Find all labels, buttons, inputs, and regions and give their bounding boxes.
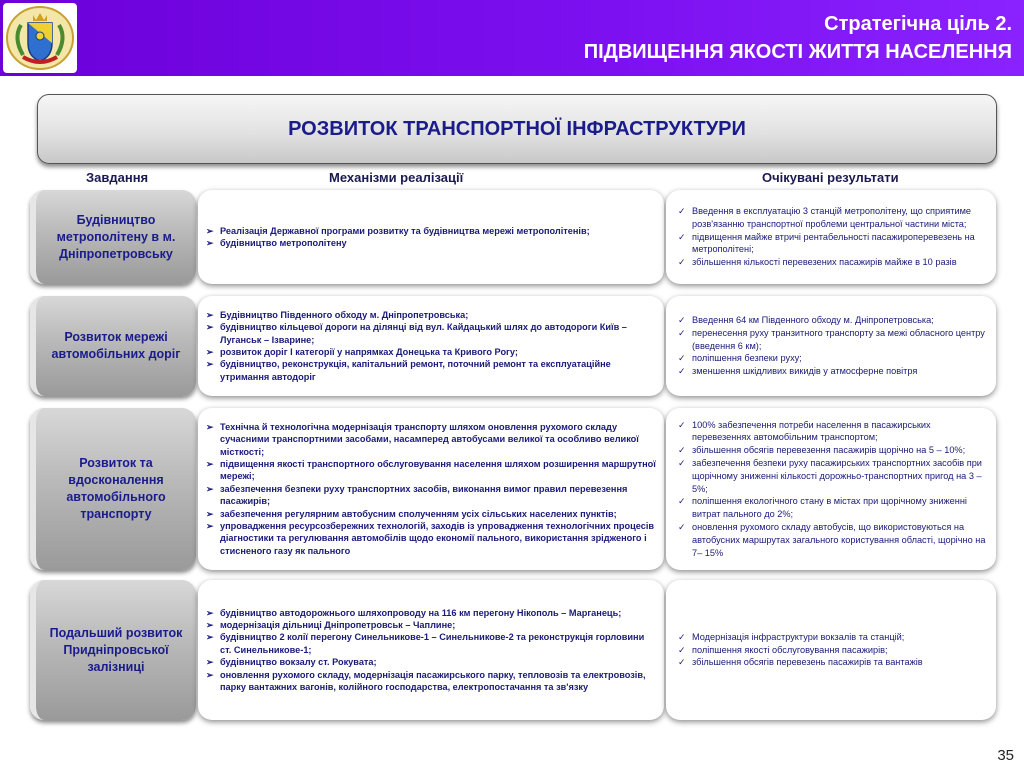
task-card-metro bbox=[30, 190, 196, 284]
results-panel-roads bbox=[666, 296, 996, 396]
task-label: Будівництво метрополітену в м. Дніпропетровську bbox=[56, 212, 176, 261]
results-list bbox=[666, 631, 931, 669]
list-item: ➢ розвиток доріг І категорії у напрямках Донецька та Кривого Рогу; bbox=[198, 346, 656, 358]
results-panel-auto-transport bbox=[666, 408, 996, 570]
list-item: ➢ модернізація дільниці Дніпропетровськ – Чаплине; bbox=[198, 619, 656, 631]
task-label: Розвиток та вдосконалення автомобільного транспорту bbox=[66, 456, 166, 521]
mechanisms-panel-auto-transport bbox=[198, 408, 664, 570]
list-item: ➢ підвищення якості транспортного обслуговування населення шляхом розширення маршрутної мережі; bbox=[198, 458, 656, 483]
list-item: ✓ Введення 64 км Південного обходу м. Дніпропетровська; bbox=[666, 314, 988, 327]
results-list bbox=[666, 419, 996, 560]
mechanisms-panel-roads bbox=[198, 296, 664, 396]
section-banner bbox=[37, 94, 997, 164]
list-item: ➢ будівництво метрополітену bbox=[198, 237, 590, 249]
list-item: ✓ поліпшення безпеки руху; bbox=[666, 352, 988, 365]
list-item: ➢ Будівництво Південного обходу м. Дніпропетровська; bbox=[198, 309, 656, 321]
header-title bbox=[584, 10, 1012, 66]
list-item: ➢ Реалізація Державної програми розвитку та будівництва мережі метрополітенів; bbox=[198, 225, 590, 237]
list-item: ✓ забезпечення безпеки руху пасажирських транспортних засобів при щорічному зниженні кількості дорожньо-транспортних пригод на 3 – 5%; bbox=[666, 457, 988, 495]
task-label: Розвиток мережі автомобільних доріг bbox=[51, 330, 181, 361]
column-header-results: Очікувані результати bbox=[762, 170, 899, 185]
list-item: ➢ Технічна й технологічна модернізація транспорту шляхом оновлення рухомого складу сучасними транспортними засобами, насамперед автобусами великої та особливо великої місткості; bbox=[198, 421, 656, 458]
list-item: ➢ забезпечення регулярним автобусним сполученням усіх сільських населених пунктів; bbox=[198, 508, 656, 520]
list-item: ➢ оновлення рухомого складу, модернізація пасажирського парку, тепловозів та електровозів, парку вантажних вагонів, колійного господарства, електропостачання та зв'язку bbox=[198, 669, 656, 694]
list-item: ✓ оновлення рухомого складу автобусів, що використовуються на автобусних маршрутах загального користування області, щорічно на 7– 15% bbox=[666, 521, 988, 559]
list-item: ✓ збільшення обсягів перевезення пасажирів щорічно на 5 – 10%; bbox=[666, 444, 988, 457]
task-card-roads bbox=[30, 296, 196, 396]
list-item: ✓ перенесення руху транзитного транспорту за межі обласного центру (введення 6 км); bbox=[666, 327, 988, 353]
column-header-tasks: Завдання bbox=[86, 170, 149, 185]
mechanisms-panel-railway bbox=[198, 580, 664, 720]
list-item: ✓ Модернізація інфраструктури вокзалів та станцій; bbox=[666, 631, 923, 644]
list-item: ➢ будівництво автодорожнього шляхопроводу на 116 км перегону Нікополь – Марганець; bbox=[198, 607, 656, 619]
mechanisms-list bbox=[198, 607, 664, 694]
mechanisms-list bbox=[198, 225, 598, 250]
results-list bbox=[666, 314, 996, 378]
header-title-line1: Стратегічна ціль 2. bbox=[824, 13, 1012, 35]
list-item: ✓ зменшення шкідливих викидів у атмосферне повітря bbox=[666, 365, 988, 378]
list-item: ➢ забезпечення безпеки руху транспортних засобів, виконання вимог правил перевезення пасажирів; bbox=[198, 483, 656, 508]
results-panel-railway bbox=[666, 580, 996, 720]
header-bar bbox=[0, 0, 1024, 76]
mechanisms-panel-metro bbox=[198, 190, 664, 284]
results-list bbox=[666, 205, 996, 269]
list-item: ✓ Введення в експлуатацію 3 станцій метрополітену, що сприятиме розв'язанню транспортної проблеми центральної частини міста; bbox=[666, 205, 988, 231]
task-card-railway bbox=[30, 580, 196, 720]
task-card-auto-transport bbox=[30, 408, 196, 570]
list-item: ➢ будівництво, реконструкція, капітальний ремонт, поточний ремонт та експлуатаційне утримання автодоріг bbox=[198, 358, 656, 383]
list-item: ✓ поліпшення якості обслуговування пасажирів; bbox=[666, 644, 923, 657]
column-header-mechanisms: Механізми реалізації bbox=[329, 170, 464, 185]
section-title: РОЗВИТОК ТРАНСПОРТНОЇ ІНФРАСТРУКТУРИ bbox=[288, 117, 746, 140]
list-item: ➢ будівництво вокзалу ст. Рокувата; bbox=[198, 656, 656, 668]
coat-of-arms-icon bbox=[3, 3, 77, 73]
task-label: Подальший розвиток Придніпровської залізниці bbox=[49, 625, 183, 674]
list-item: ✓ збільшення кількості перевезених пасажирів майже в 10 разів bbox=[666, 256, 988, 269]
list-item: ✓ збільшення обсягів перевезень пасажирів та вантажів bbox=[666, 656, 923, 669]
list-item: ➢ будівництво 2 колії перегону Синельникове-1 – Синельникове-2 та реконструкція горловини ст. Синельникове-1; bbox=[198, 631, 656, 656]
list-item: ✓ 100% забезпечення потреби населення в пасажирських перевезеннях автомобільним транспортом; bbox=[666, 419, 988, 445]
mechanisms-list bbox=[198, 421, 664, 557]
header-title-line2: ПІДВИЩЕННЯ ЯКОСТІ ЖИТТЯ НАСЕЛЕННЯ bbox=[583, 41, 1012, 63]
results-panel-metro bbox=[666, 190, 996, 284]
list-item: ✓ поліпшення екологічного стану в містах при щорічному зниженні витрат пального до 2%; bbox=[666, 495, 988, 521]
list-item: ➢ упровадження ресурсозбережних технологій, заходів із упровадження технологічних процесів діагностики та регулювання автомобілів щодо економії пального, використання зрідженого і стисненого газу як пального bbox=[198, 520, 656, 557]
mechanisms-list bbox=[198, 309, 664, 383]
list-item: ✓ підвищення майже втричі рентабельності пасажироперевезень на метрополітені; bbox=[666, 231, 988, 257]
list-item: ➢ будівництво кільцевої дороги на ділянці від вул. Кайдацький шлях до автодороги Київ – Луганськ – Ізварине; bbox=[198, 321, 656, 346]
page-number: 35 bbox=[997, 747, 1014, 764]
